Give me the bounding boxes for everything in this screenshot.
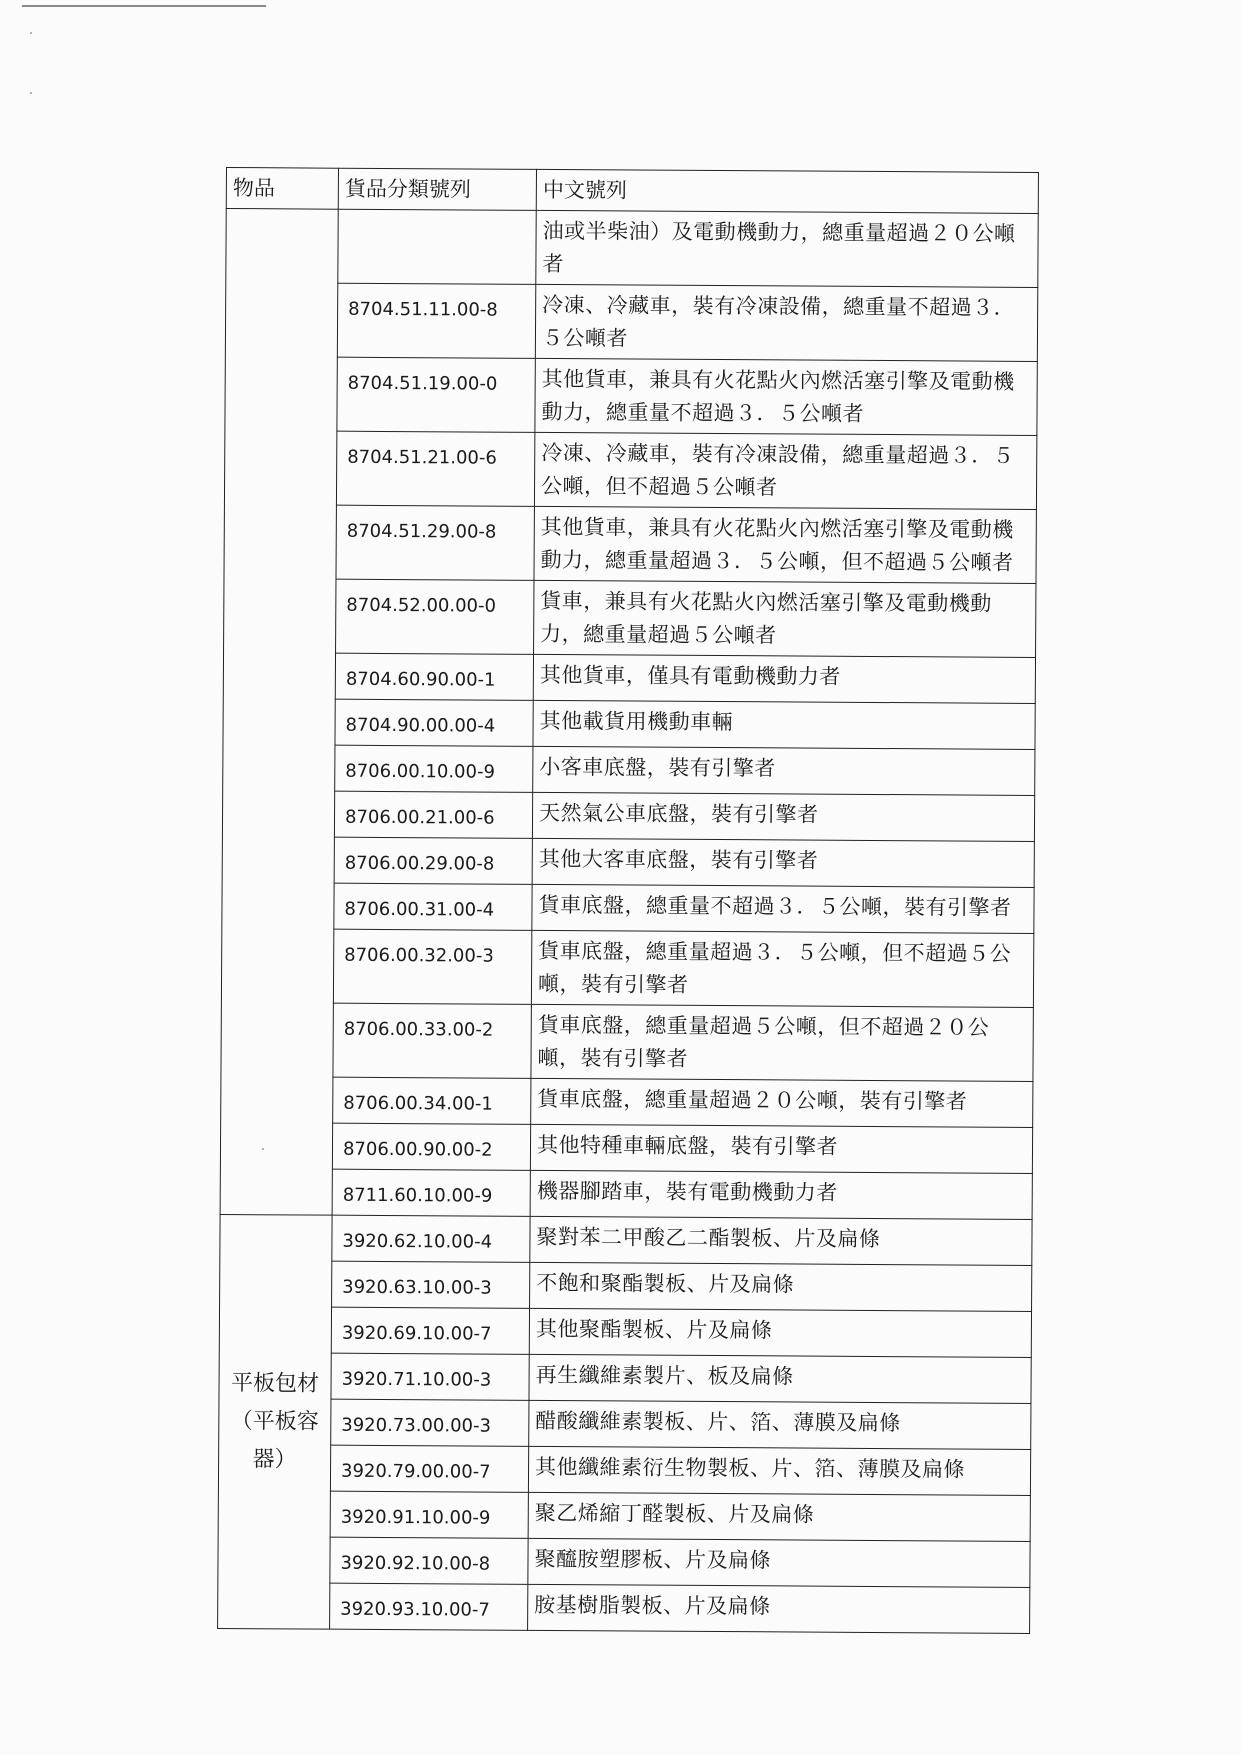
scan-speck (30, 92, 32, 94)
header-code: 貨品分類號列 (338, 168, 536, 210)
description-cell: 天然氣公車底盤，裝有引擎者 (532, 792, 1034, 841)
tariff-code-table (217, 167, 1039, 1634)
description-cell: 其他聚酯製板、片及扁條 (529, 1308, 1031, 1357)
tariff-code-cell: 8704.51.29.00-8 (336, 505, 534, 580)
tariff-code-cell: 3920.92.10.00-8 (330, 1537, 528, 1584)
header-item: 物品 (226, 168, 338, 210)
description-cell: 其他貨車，僅具有電動機動力者 (533, 654, 1035, 703)
tariff-code-cell: 3920.93.10.00-7 (330, 1583, 528, 1630)
tariff-code-cell: 8711.60.10.00-9 (332, 1169, 530, 1216)
tariff-code-cell: 3920.63.10.00-3 (332, 1261, 530, 1308)
description-cell: 不飽和聚酯製板、片及扁條 (530, 1262, 1032, 1311)
table-row (218, 1444, 1030, 1495)
description-cell: 聚乙烯縮丁醛製板、片及扁條 (528, 1492, 1030, 1541)
table-row (219, 1306, 1031, 1357)
table-row (219, 1398, 1031, 1449)
tariff-code-cell: 8706.00.32.00-3 (333, 929, 531, 1004)
description-cell: 冷凍、冷藏車，裝有冷凍設備，總重量不超過３．５公噸者 (535, 284, 1037, 361)
tariff-code-cell: 8704.52.00.00-0 (336, 579, 534, 654)
description-cell: 貨車底盤，總重量超過２０公噸，裝有引擎者 (531, 1078, 1033, 1127)
table-row (220, 1168, 1032, 1219)
tariff-code-cell: 8706.00.21.00-6 (334, 791, 532, 838)
tariff-code-cell: 8706.00.10.00-9 (335, 745, 533, 792)
tariff-code-cell: 8704.60.90.00-1 (335, 653, 533, 700)
table-row (224, 430, 1036, 509)
tariff-code-cell: 3920.79.00.00-7 (330, 1445, 528, 1492)
description-cell: 其他貨車，兼具有火花點火內燃活塞引擎及電動機動力，總重量超過３．５公噸，但不超過５公噸者 (534, 506, 1036, 583)
tariff-code-cell: 8706.00.29.00-8 (334, 837, 532, 884)
table-row (220, 1214, 1032, 1265)
table-row (224, 578, 1036, 657)
tariff-code-cell: 3920.91.10.00-9 (330, 1491, 528, 1538)
tariff-code-cell (338, 209, 536, 284)
tariff-code-cell: 3920.73.00.00-3 (331, 1399, 529, 1446)
description-cell: 胺基樹脂製板、片及扁條 (528, 1584, 1030, 1633)
table-row (220, 1122, 1032, 1173)
table-row (224, 504, 1036, 583)
tariff-code-cell: 8704.90.00.00-4 (335, 699, 533, 746)
table-row (221, 1002, 1033, 1081)
item-cell (220, 209, 338, 1216)
item-cell: 平板包材（平板容器） (218, 1214, 333, 1629)
table-row (225, 356, 1037, 435)
header-row (226, 168, 1038, 214)
scan-speck (30, 32, 32, 34)
table-row (222, 790, 1034, 841)
description-cell: 聚對苯二甲酸乙二酯製板、片及扁條 (530, 1216, 1032, 1265)
table-row (222, 836, 1034, 887)
description-cell: 油或半柴油）及電動機動力，總重量超過２０公噸者 (536, 210, 1038, 287)
tariff-code-cell: 8704.51.19.00-0 (337, 357, 535, 432)
table-row (223, 652, 1035, 703)
tariff-code-cell: 8706.00.31.00-4 (334, 883, 532, 930)
description-cell: 貨車底盤，總重量超過５公噸，但不超過２０公噸，裝有引擎者 (531, 1004, 1033, 1081)
description-cell: 貨車底盤，總重量超過３．５公噸，但不超過５公噸，裝有引擎者 (531, 930, 1033, 1007)
table-row (226, 209, 1038, 288)
description-cell: 其他纖維素衍生物製板、片、箔、薄膜及扁條 (528, 1446, 1030, 1495)
description-cell: 貨車，兼具有火花點火內燃活塞引擎及電動機動力，總重量超過５公噸者 (534, 580, 1036, 657)
table-row (225, 283, 1037, 362)
table-row (218, 1536, 1030, 1587)
tariff-code-cell: 8704.51.11.00-8 (337, 283, 535, 358)
table-row (222, 882, 1034, 933)
description-cell: 聚醯胺塑膠板、片及扁條 (528, 1538, 1030, 1587)
table-row (219, 1352, 1031, 1403)
tariff-code-cell: 3920.71.10.00-3 (331, 1353, 529, 1400)
description-cell: 其他貨車，兼具有火花點火內燃活塞引擎及電動機動力，總重量不超過３．５公噸者 (535, 358, 1037, 435)
description-cell: 機器腳踏車，裝有電動機動力者 (530, 1170, 1032, 1219)
description-cell: 其他特種車輛底盤，裝有引擎者 (530, 1124, 1032, 1173)
description-cell: 貨車底盤，總重量不超過３．５公噸，裝有引擎者 (532, 884, 1034, 933)
header-rule (22, 5, 266, 7)
table-row (223, 698, 1035, 749)
table-row (220, 1260, 1032, 1311)
tariff-code-cell: 3920.62.10.00-4 (332, 1215, 530, 1262)
description-cell: 其他載貨用機動車輛 (533, 700, 1035, 749)
description-cell: 再生纖維素製片、板及扁條 (529, 1354, 1031, 1403)
table-row (223, 744, 1035, 795)
tariff-code-cell: 8706.00.34.00-1 (333, 1077, 531, 1124)
description-cell: 醋酸纖維素製板、片、箔、薄膜及扁條 (529, 1400, 1031, 1449)
table-row (221, 1076, 1033, 1127)
table-row (218, 1490, 1030, 1541)
tariff-code-cell: 8704.51.21.00-6 (336, 431, 534, 506)
tariff-code-cell: 8706.00.90.00-2 (332, 1123, 530, 1170)
description-cell: 其他大客車底盤，裝有引擎者 (532, 838, 1034, 887)
table-row (218, 1582, 1030, 1633)
description-cell: 冷凍、冷藏車，裝有冷凍設備，總重量超過３．５公噸，但不超過５公噸者 (534, 432, 1036, 509)
tariff-code-cell: 3920.69.10.00-7 (331, 1307, 529, 1354)
table-row (221, 928, 1033, 1007)
header-description: 中文號列 (536, 169, 1038, 213)
description-cell: 小客車底盤，裝有引擎者 (533, 746, 1035, 795)
tariff-code-cell: 8706.00.33.00-2 (333, 1003, 531, 1078)
